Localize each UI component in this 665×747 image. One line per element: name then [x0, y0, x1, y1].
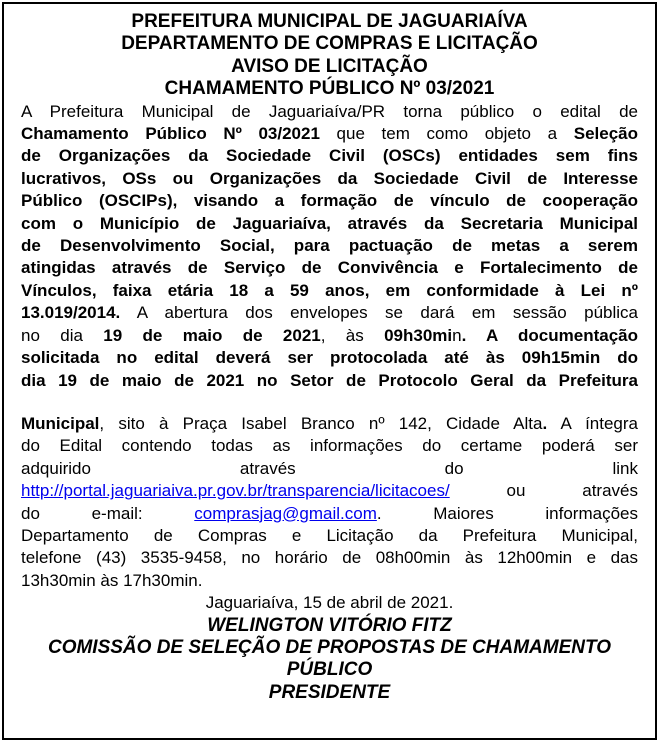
- text-segment: 19 de maio de 2021: [103, 325, 321, 345]
- paragraph-spacer: [21, 392, 638, 413]
- text-segment: .: [542, 413, 548, 433]
- notice-header: [21, 11, 638, 101]
- text-segment: solicitada no edital deverá ser protocolada até às 09h15min do: [21, 348, 638, 368]
- portal-link[interactable]: http://portal.jaguariaiva.pr.gov.br/transparencia/licitacoes/: [21, 481, 450, 501]
- text-line: [21, 413, 638, 435]
- text-segment: . Maiores informações: [376, 503, 638, 523]
- text-segment: do e-mail:: [21, 503, 195, 523]
- text-line: [21, 325, 638, 347]
- text-segment: . A documentação: [461, 325, 638, 345]
- text-segment: A Prefeitura Municipal de Jaguariaíva/PR torna público o edital de: [21, 101, 638, 121]
- text-line: [21, 503, 638, 525]
- header-line: CHAMAMENTO PÚBLICO Nº 03/2021: [164, 78, 495, 100]
- text-segment: com o Município de Jaguariaíva, através da Secretaria Municipal: [21, 213, 638, 233]
- text-line: [21, 213, 638, 235]
- signature-line: COMISSÃO DE SELEÇÃO DE PROPOSTAS DE CHAMAMENTO: [47, 636, 611, 658]
- text-segment: Vínculos, faixa etária 18 a 59 anos, em conformidade à Lei nº: [21, 280, 638, 300]
- header-line: DEPARTAMENTO DE COMPRAS E LICITAÇÃO: [121, 33, 538, 55]
- text-segment: adquirido através do link: [21, 458, 638, 478]
- text-segment: A abertura dos envelopes se dará em sessão pública: [120, 303, 638, 323]
- text-segment: 13h30min às 17h30min.: [21, 570, 203, 590]
- text-segment: que tem como objeto a: [319, 124, 574, 144]
- text-segment: Seleção: [573, 124, 638, 144]
- text-segment: , às: [320, 325, 385, 345]
- text-line: [21, 280, 638, 302]
- signature-line: WELINGTON VITÓRIO FITZ: [207, 614, 452, 636]
- text-segment: lucrativos, OSs ou Organizações da Sociedade Civil de Interesse: [21, 168, 638, 188]
- text-line: [21, 435, 638, 457]
- text-line: [21, 168, 638, 190]
- text-segment: telefone (43) 3535-9458, no horário de 08h00min às 12h00min e das: [21, 548, 638, 568]
- text-line: [21, 370, 638, 392]
- paragraph-2: [21, 413, 638, 592]
- text-line: [21, 123, 638, 145]
- text-line: [21, 235, 638, 257]
- date-line: Jaguariaíva, 15 de abril de 2021.: [205, 593, 454, 613]
- text-line: [21, 101, 638, 123]
- text-segment: , sito à Praça Isabel Branco nº 142, Cidade Alta: [99, 413, 543, 433]
- text-segment: ou através: [449, 481, 638, 501]
- notice-document: [2, 2, 657, 740]
- text-segment: de Organizações da Sociedade Civil (OSCs) entidades sem fins: [21, 146, 638, 166]
- text-segment: 13.019/2014.: [21, 303, 121, 323]
- text-segment: Municipal: [21, 413, 100, 433]
- text-segment: Público (OSCIPs), visando a formação de vínculo de cooperação: [21, 191, 638, 211]
- text-line: [21, 458, 638, 480]
- text-line: [21, 547, 638, 569]
- text-line: [21, 347, 638, 369]
- text-line: [21, 525, 638, 547]
- text-segment: Chamamento Público Nº 03/2021: [21, 124, 320, 144]
- signature-line: PRESIDENTE: [268, 681, 391, 703]
- text-segment: n: [452, 325, 462, 345]
- email-link[interactable]: comprasjag@gmail.com: [194, 503, 377, 523]
- text-segment: de Desenvolvimento Social, para pactuação de metas a serem: [21, 236, 638, 256]
- header-line: AVISO DE LICITAÇÃO: [231, 55, 428, 77]
- text-line: [21, 570, 638, 592]
- text-line: [21, 145, 638, 167]
- text-line: [21, 480, 638, 502]
- text-segment: A íntegra: [547, 413, 638, 433]
- text-segment: no dia: [21, 325, 104, 345]
- header-line: PREFEITURA MUNICIPAL DE JAGUARIAÍVA: [131, 11, 528, 32]
- text-segment: dia 19 de maio de 2021 no Setor de Protocolo Geral da Prefeitura: [21, 370, 638, 390]
- text-line: [21, 302, 638, 324]
- signature-line: PÚBLICO: [286, 659, 373, 681]
- text-line: [21, 257, 638, 279]
- text-segment: 09h30mi: [384, 325, 453, 345]
- text-segment: atingidas através de Serviço de Convivência e Fortalecimento de: [21, 258, 638, 278]
- signature-block: [21, 615, 638, 705]
- paragraph-1: [21, 101, 638, 392]
- text-segment: Departamento de Compras e Licitação da Prefeitura Municipal,: [21, 525, 638, 545]
- text-segment: do Edital contendo todas as informações do certame poderá ser: [21, 436, 638, 456]
- text-line: [21, 190, 638, 212]
